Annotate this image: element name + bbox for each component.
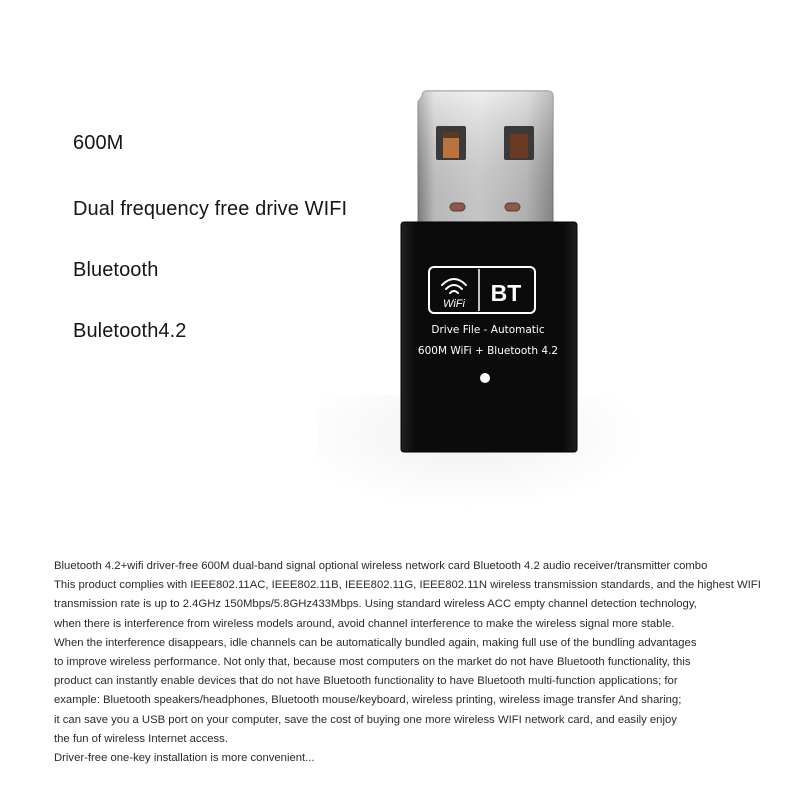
description-line: the fun of wireless Internet access. [54, 732, 228, 745]
usb-adapter-illustration [370, 88, 590, 468]
device-line-2: 600M WiFi + Bluetooth 4.2 [417, 345, 559, 357]
feature-dual-frequency: Dual frequency free drive WIFI [73, 198, 348, 220]
description-line: Bluetooth 4.2+wifi driver-free 600M dual-band signal optional wireless network card Bluetooth 4.2 audio receiver/transmitter combo [54, 560, 708, 572]
description-line: This product complies with IEEE802.11AC, IEEE802.11B, IEEE802.11G, IEEE802.11N wireless transmission standards, and the highest WIFI [54, 579, 761, 592]
description-line: Driver-free one-key installation is more convenient... [54, 752, 315, 765]
wifi-label: WiFi [443, 298, 465, 310]
status-led [480, 373, 490, 383]
device-line-1: Drive File - Automatic [431, 324, 545, 336]
feature-bluetooth: Bluetooth [73, 259, 159, 281]
usb-adapter-image [370, 88, 590, 468]
description-line: When the interference disappears, idle channels can be automatically bundled again, making full use of the bundling advantages [54, 636, 697, 649]
description-line: product can instantly enable devices that do not have Bluetooth functionality to have Bluetooth multi-function applications; for [54, 675, 678, 688]
usb-connector [418, 91, 553, 228]
product-description [54, 557, 774, 768]
feature-speed: 600M [73, 132, 124, 154]
description-line: example: Bluetooth speakers/headphones, Bluetooth mouse/keyboard, wireless printing, wireless image transfer And sharing; [54, 694, 682, 707]
description-line: to improve wireless performance. Not only that, because most computers on the market do not have Bluetooth functionality, this [54, 656, 691, 669]
description-line: when there is interference from wireless models around, avoid channel interference to make the wireless signal more stable. [54, 617, 675, 630]
feature-bluetooth-version: Buletooth4.2 [73, 320, 187, 342]
bt-label: BT [490, 280, 522, 306]
description-line: it can save you a USB port on your computer, save the cost of buying one more wireless WIFI network card, and easily enjoy [54, 713, 677, 726]
description-line: transmission rate is up to 2.4GHz 150Mbps/5.8GHz433Mbps. Using standard wireless ACC empty channel detection technology, [54, 598, 697, 611]
adapter-body [401, 222, 577, 452]
